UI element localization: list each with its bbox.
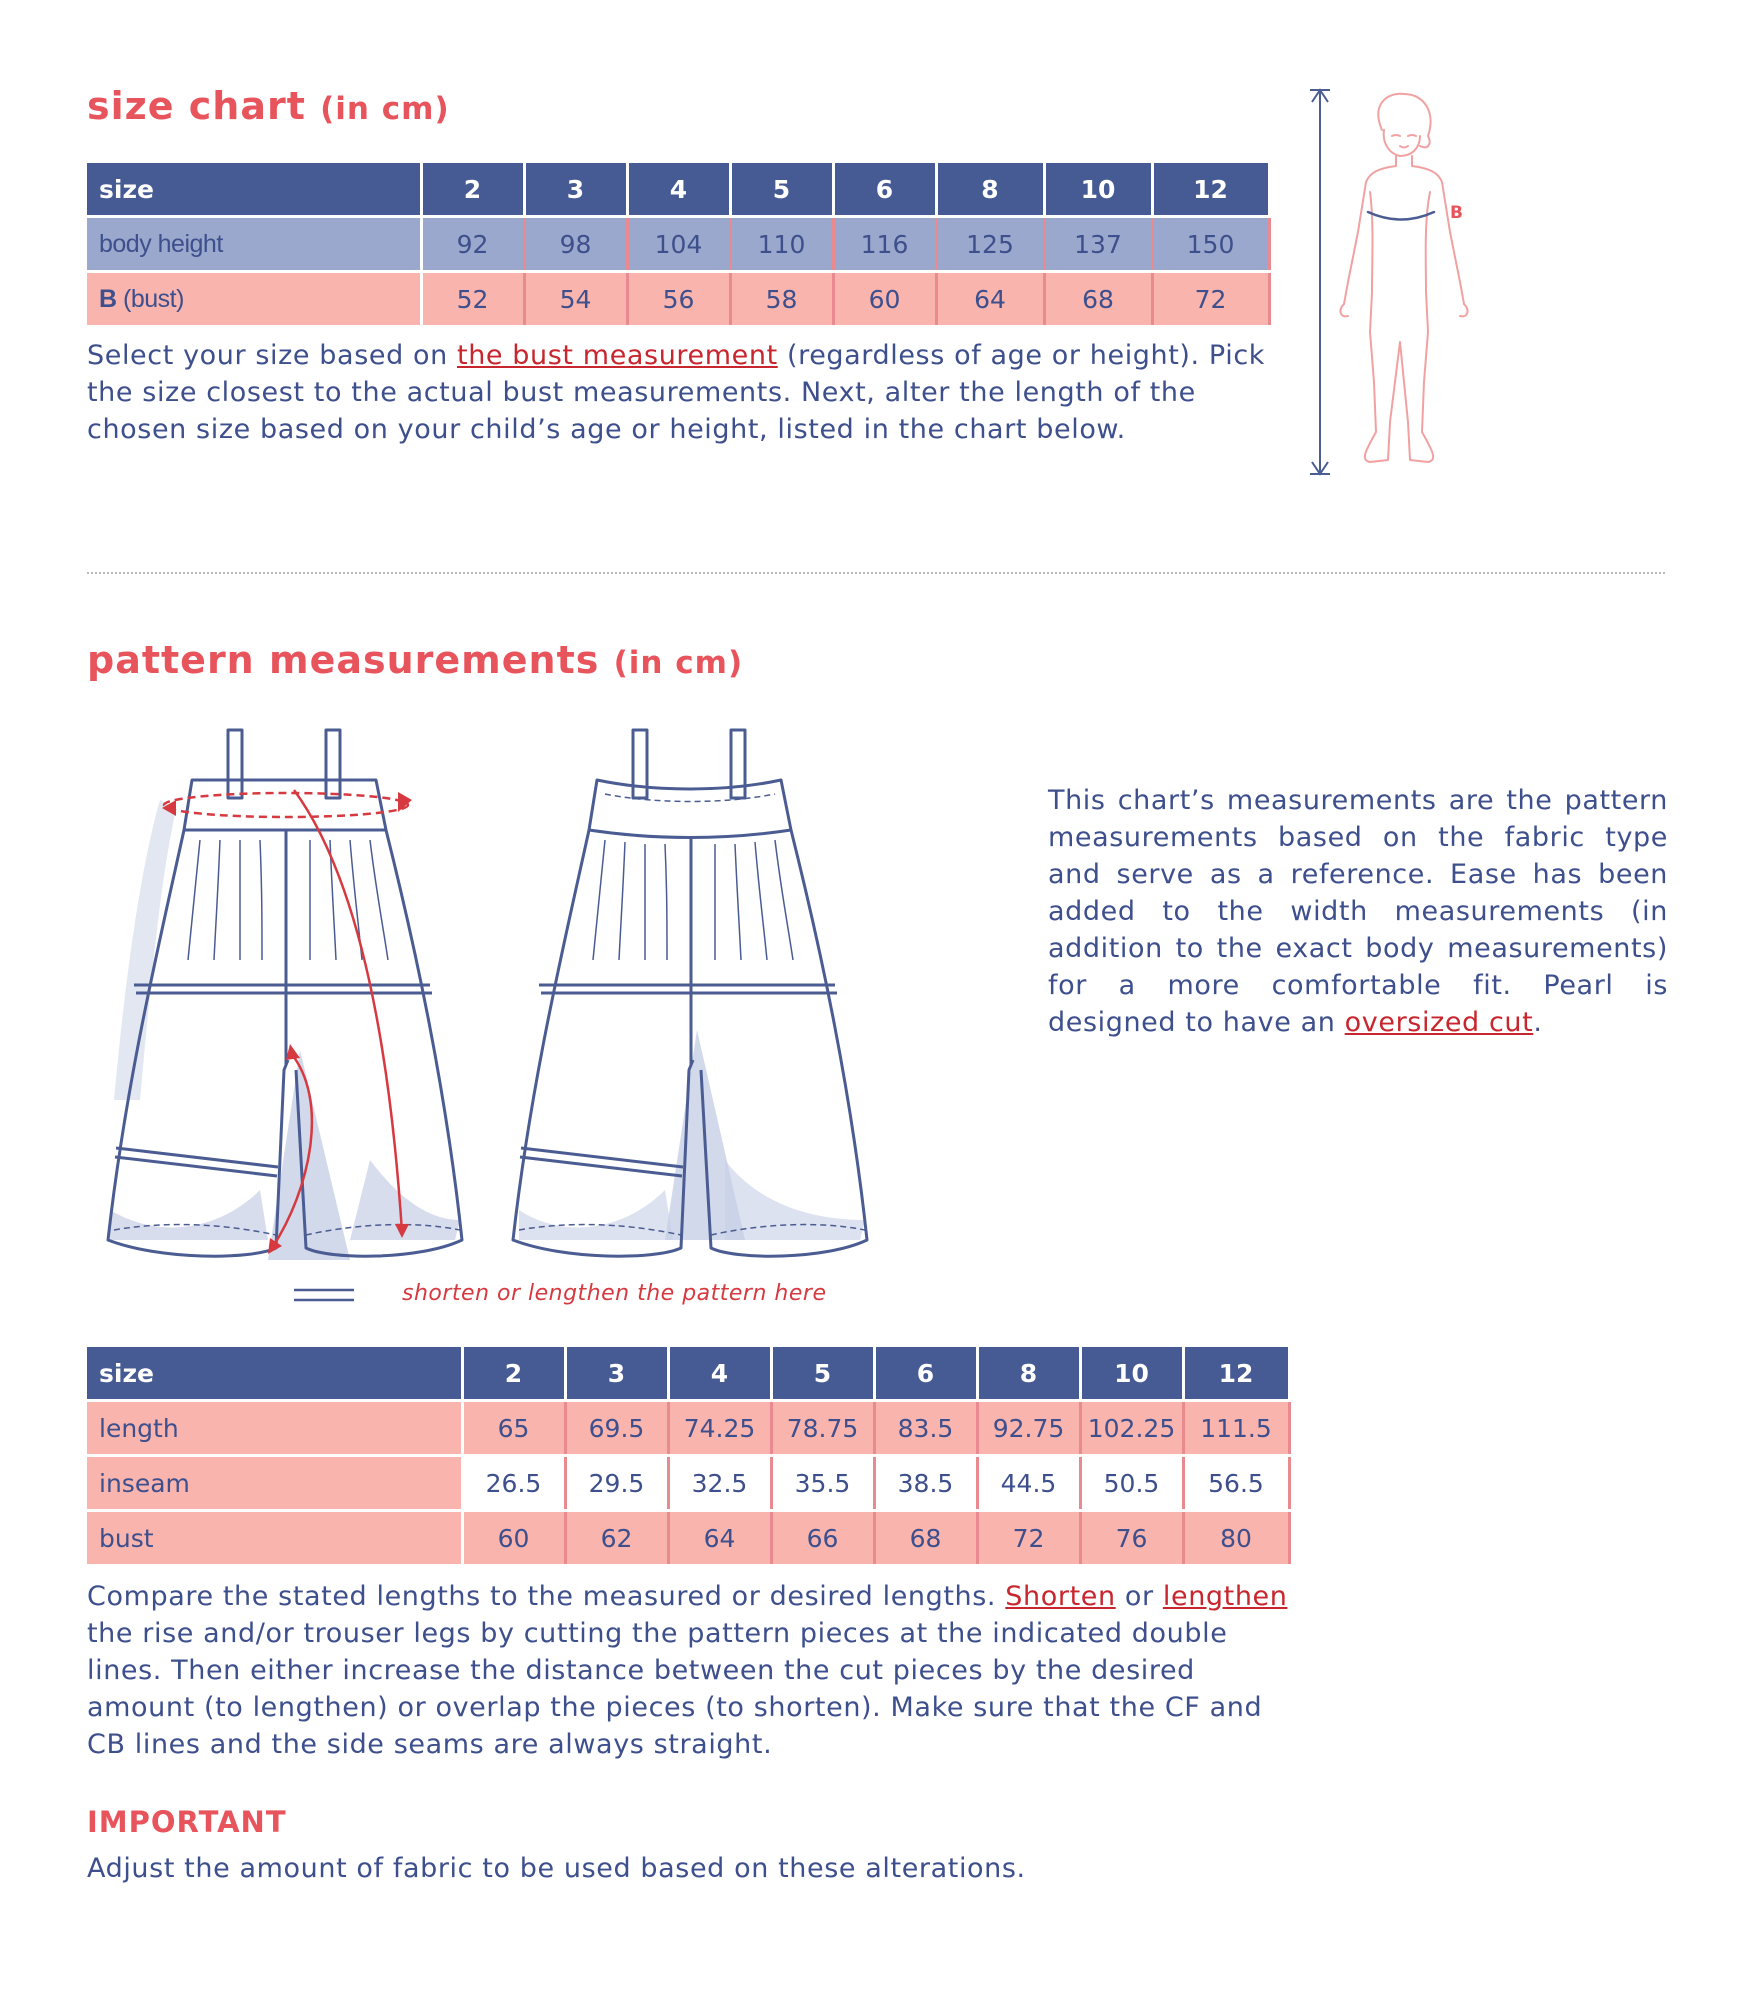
table-cell: 56 xyxy=(627,272,730,327)
table-cell: 62 xyxy=(565,1511,668,1566)
size-chart-text-1: Select your size based on xyxy=(87,340,458,371)
size-chart-header-row xyxy=(87,163,1269,217)
size-chart-text-2: (regardless of age or height). Pick the size closest to the actual bust measurements. Next, alter the length of the chosen size based on your child’s age or height, listed in the chart below. xyxy=(87,340,1265,445)
back-garment-illustration xyxy=(505,720,885,1265)
pattern-size-6: 6 xyxy=(874,1347,977,1401)
alteration-text-1: Compare the stated lengths to the measured or desired lengths. xyxy=(87,1581,1006,1612)
size-chart-size-8: 8 xyxy=(936,163,1044,217)
size-chart-table xyxy=(87,163,1271,328)
bust-letter-label: B xyxy=(1450,203,1463,223)
table-cell: 83.5 xyxy=(874,1401,977,1456)
oversized-cut-link[interactable]: oversized cut xyxy=(1344,1007,1534,1038)
table-cell: 78.75 xyxy=(771,1401,874,1456)
front-garment-illustration xyxy=(100,720,480,1265)
table-cell: 68 xyxy=(874,1511,977,1566)
pattern-unit: (in cm) xyxy=(613,645,744,681)
table-cell: 150 xyxy=(1152,217,1269,272)
alteration-text-3: the rise and/or trouser legs by cutting the pattern pieces at the indicated double lines. Then either increase the distance between the cut pieces by the desired amount (to lengthen) or overlap the pieces (to shorten). Make sure that the CF and CB lines and the side seams are always straight. xyxy=(87,1618,1263,1760)
table-cell: 74.25 xyxy=(668,1401,771,1456)
size-chart-row-body-height xyxy=(87,217,1269,272)
size-chart-title xyxy=(87,84,450,128)
pattern-size-4: 4 xyxy=(668,1347,771,1401)
section-divider xyxy=(87,572,1665,574)
table-cell: 52 xyxy=(421,272,524,327)
row-label-bust-letter: B xyxy=(99,284,117,313)
table-cell: 125 xyxy=(936,217,1044,272)
size-chart-row-bust xyxy=(87,272,1269,327)
size-chart-unit: (in cm) xyxy=(320,91,450,127)
pattern-description xyxy=(1048,782,1668,1041)
bust-measurement-link[interactable]: the bust measurement xyxy=(457,340,778,371)
size-chart-header-label: size xyxy=(87,163,421,217)
table-cell: 64 xyxy=(668,1511,771,1566)
size-chart-size-4: 4 xyxy=(627,163,730,217)
legend-note: shorten or lengthen the pattern here xyxy=(402,1281,827,1306)
pattern-description-text: This chart’s measurements are the pattern measurements based on the fabric type and serve as a reference. Ease has been added to the width measurements (in addition to the exact body measurements) for a more comfortable fit. Pearl is designed to have an xyxy=(1048,785,1668,1038)
pattern-row-inseam xyxy=(87,1456,1289,1511)
table-cell: 65 xyxy=(462,1401,565,1456)
table-cell: 66 xyxy=(771,1511,874,1566)
pattern-measurements-table xyxy=(87,1347,1291,1567)
pattern-row-length xyxy=(87,1401,1289,1456)
pattern-size-12: 12 xyxy=(1183,1347,1289,1401)
row-label-pattern-bust: bust xyxy=(87,1511,462,1566)
table-cell: 68 xyxy=(1044,272,1152,327)
size-chart-size-6: 6 xyxy=(833,163,936,217)
table-cell: 92.75 xyxy=(977,1401,1080,1456)
size-chart-title-text: size chart xyxy=(87,84,306,128)
row-label-bust-text: (bust) xyxy=(116,284,184,313)
table-cell: 92 xyxy=(421,217,524,272)
pattern-size-2: 2 xyxy=(462,1347,565,1401)
row-label-body-height: body height xyxy=(87,217,421,272)
table-cell: 98 xyxy=(524,217,627,272)
table-cell: 102.25 xyxy=(1080,1401,1183,1456)
shorten-link[interactable]: Shorten xyxy=(1005,1581,1116,1612)
alteration-text-2: or xyxy=(1115,1581,1163,1612)
table-cell: 58 xyxy=(730,272,833,327)
table-cell: 26.5 xyxy=(462,1456,565,1511)
table-cell: 76 xyxy=(1080,1511,1183,1566)
size-chart-size-10: 10 xyxy=(1044,163,1152,217)
table-cell: 72 xyxy=(1152,272,1269,327)
size-chart-size-2: 2 xyxy=(421,163,524,217)
table-cell: 116 xyxy=(833,217,936,272)
pattern-table-header-label: size xyxy=(87,1347,462,1401)
child-figure-illustration xyxy=(1300,82,1490,492)
pattern-size-10: 10 xyxy=(1080,1347,1183,1401)
table-cell: 72 xyxy=(977,1511,1080,1566)
pattern-title-text: pattern measurements xyxy=(87,638,600,682)
table-cell: 29.5 xyxy=(565,1456,668,1511)
size-chart-size-12: 12 xyxy=(1152,163,1269,217)
table-cell: 60 xyxy=(462,1511,565,1566)
table-cell: 69.5 xyxy=(565,1401,668,1456)
table-cell: 110 xyxy=(730,217,833,272)
table-cell: 44.5 xyxy=(977,1456,1080,1511)
pattern-description-end: . xyxy=(1533,1007,1543,1038)
row-label-bust xyxy=(87,272,421,327)
table-cell: 56.5 xyxy=(1183,1456,1289,1511)
table-cell: 137 xyxy=(1044,217,1152,272)
size-chart-instructions xyxy=(87,337,1277,448)
pattern-table-header-row xyxy=(87,1347,1289,1401)
table-cell: 104 xyxy=(627,217,730,272)
lengthen-link[interactable]: lengthen xyxy=(1162,1581,1288,1612)
table-cell: 111.5 xyxy=(1183,1401,1289,1456)
table-cell: 38.5 xyxy=(874,1456,977,1511)
table-cell: 60 xyxy=(833,272,936,327)
size-chart-size-3: 3 xyxy=(524,163,627,217)
table-cell: 54 xyxy=(524,272,627,327)
pattern-measurements-title xyxy=(87,638,743,682)
important-heading: IMPORTANT xyxy=(87,1805,287,1839)
pattern-row-bust xyxy=(87,1511,1289,1566)
row-label-inseam: inseam xyxy=(87,1456,462,1511)
table-cell: 50.5 xyxy=(1080,1456,1183,1511)
pattern-size-5: 5 xyxy=(771,1347,874,1401)
size-chart-size-5: 5 xyxy=(730,163,833,217)
table-cell: 80 xyxy=(1183,1511,1289,1566)
row-label-length: length xyxy=(87,1401,462,1456)
table-cell: 64 xyxy=(936,272,1044,327)
table-cell: 35.5 xyxy=(771,1456,874,1511)
alteration-instructions xyxy=(87,1578,1299,1763)
pattern-size-3: 3 xyxy=(565,1347,668,1401)
important-text: Adjust the amount of fabric to be used based on these alterations. xyxy=(87,1853,1026,1884)
table-cell: 32.5 xyxy=(668,1456,771,1511)
double-line-legend-icon xyxy=(292,1286,356,1306)
pattern-size-8: 8 xyxy=(977,1347,1080,1401)
